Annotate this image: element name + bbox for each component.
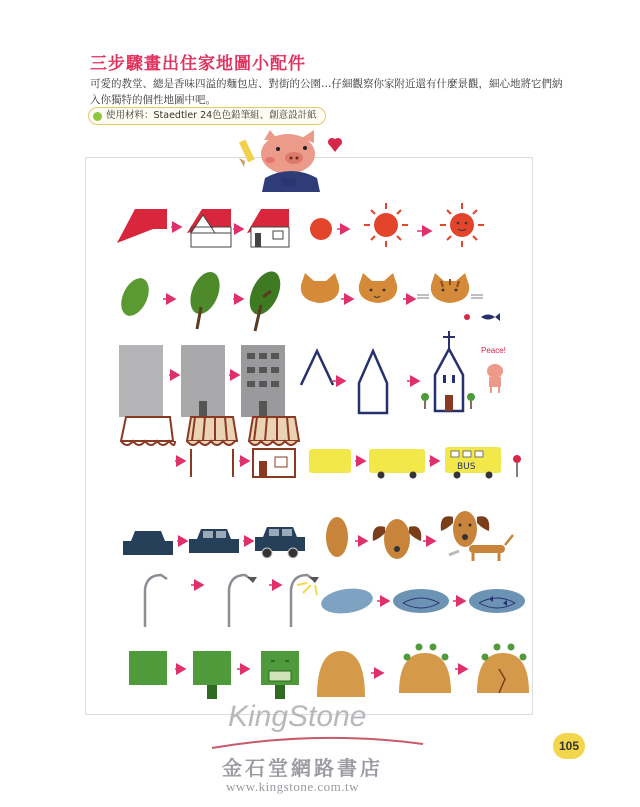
cat-step-2 xyxy=(359,273,397,303)
bus-label: BUS xyxy=(457,462,476,472)
building-step-1 xyxy=(119,345,163,417)
mound-step-3 xyxy=(477,644,529,694)
watermark-swoosh xyxy=(210,736,425,750)
pond-step-2 xyxy=(393,589,449,613)
pond-step-1 xyxy=(320,585,375,616)
cat-step-1 xyxy=(301,273,339,303)
tree-step-2 xyxy=(185,268,226,329)
bus-step-3 xyxy=(445,447,521,479)
page-number-badge: 105 xyxy=(553,733,585,759)
page-title: 三步驟畫出住家地圖小配件 xyxy=(90,54,306,74)
intro-paragraph: 可愛的教堂、總是香味四溢的麵包店、對街的公園…仔細觀察你家附近還有什麼景觀，細心地將它們納入你獨特的個性地圖中吧。 xyxy=(90,78,563,106)
house-step-3 xyxy=(247,209,289,247)
cat-step-3 xyxy=(417,273,500,321)
bullet-dot-icon xyxy=(93,112,102,121)
house-step-2 xyxy=(187,209,231,247)
house-step-1 xyxy=(117,209,167,243)
church-step-1 xyxy=(301,351,333,385)
bakery-step-1 xyxy=(121,417,173,441)
sun-step-2 xyxy=(364,203,408,247)
dog-step-3 xyxy=(441,511,513,561)
pond-step-3 xyxy=(469,589,525,613)
materials-text: 使用材料：Staedtler 24色色鉛筆組、創意設計紙 xyxy=(106,110,317,121)
car-step-1 xyxy=(123,531,173,555)
bakery-step-3 xyxy=(249,417,299,477)
tree-step-1 xyxy=(116,274,155,320)
park-step-1 xyxy=(129,651,167,685)
church-step-3 xyxy=(421,331,475,411)
sun-step-3 xyxy=(440,203,484,247)
lamp-step-2 xyxy=(229,575,257,627)
watermark-url: www.kingstone.com.tw xyxy=(226,779,360,794)
car-step-2 xyxy=(189,529,239,553)
peace-text: Peace! xyxy=(481,346,506,355)
dog-step-2 xyxy=(373,519,422,559)
dog-step-1 xyxy=(326,517,348,557)
mound-step-1 xyxy=(317,651,365,697)
watermark-chinese-name: 金石堂網路書店 xyxy=(222,756,383,780)
lamp-step-1 xyxy=(145,575,167,627)
watermark-brand: KingStone xyxy=(228,700,367,733)
tree-step-3 xyxy=(243,267,286,331)
building-step-3 xyxy=(241,345,285,417)
sun-step-1 xyxy=(310,218,332,240)
lamp-step-3 xyxy=(291,575,319,627)
materials-tag xyxy=(88,107,326,125)
building-step-2 xyxy=(181,345,225,417)
church-step-2 xyxy=(359,351,387,413)
bus-step-2 xyxy=(369,449,425,479)
illustration-art xyxy=(85,157,531,713)
park-step-3 xyxy=(261,651,299,699)
pig-peace-illustration xyxy=(481,346,506,393)
car-step-3 xyxy=(255,527,305,558)
park-step-2 xyxy=(193,651,231,699)
bus-step-1 xyxy=(309,449,351,473)
bakery-step-2 xyxy=(187,417,237,477)
mound-step-2 xyxy=(399,644,451,694)
